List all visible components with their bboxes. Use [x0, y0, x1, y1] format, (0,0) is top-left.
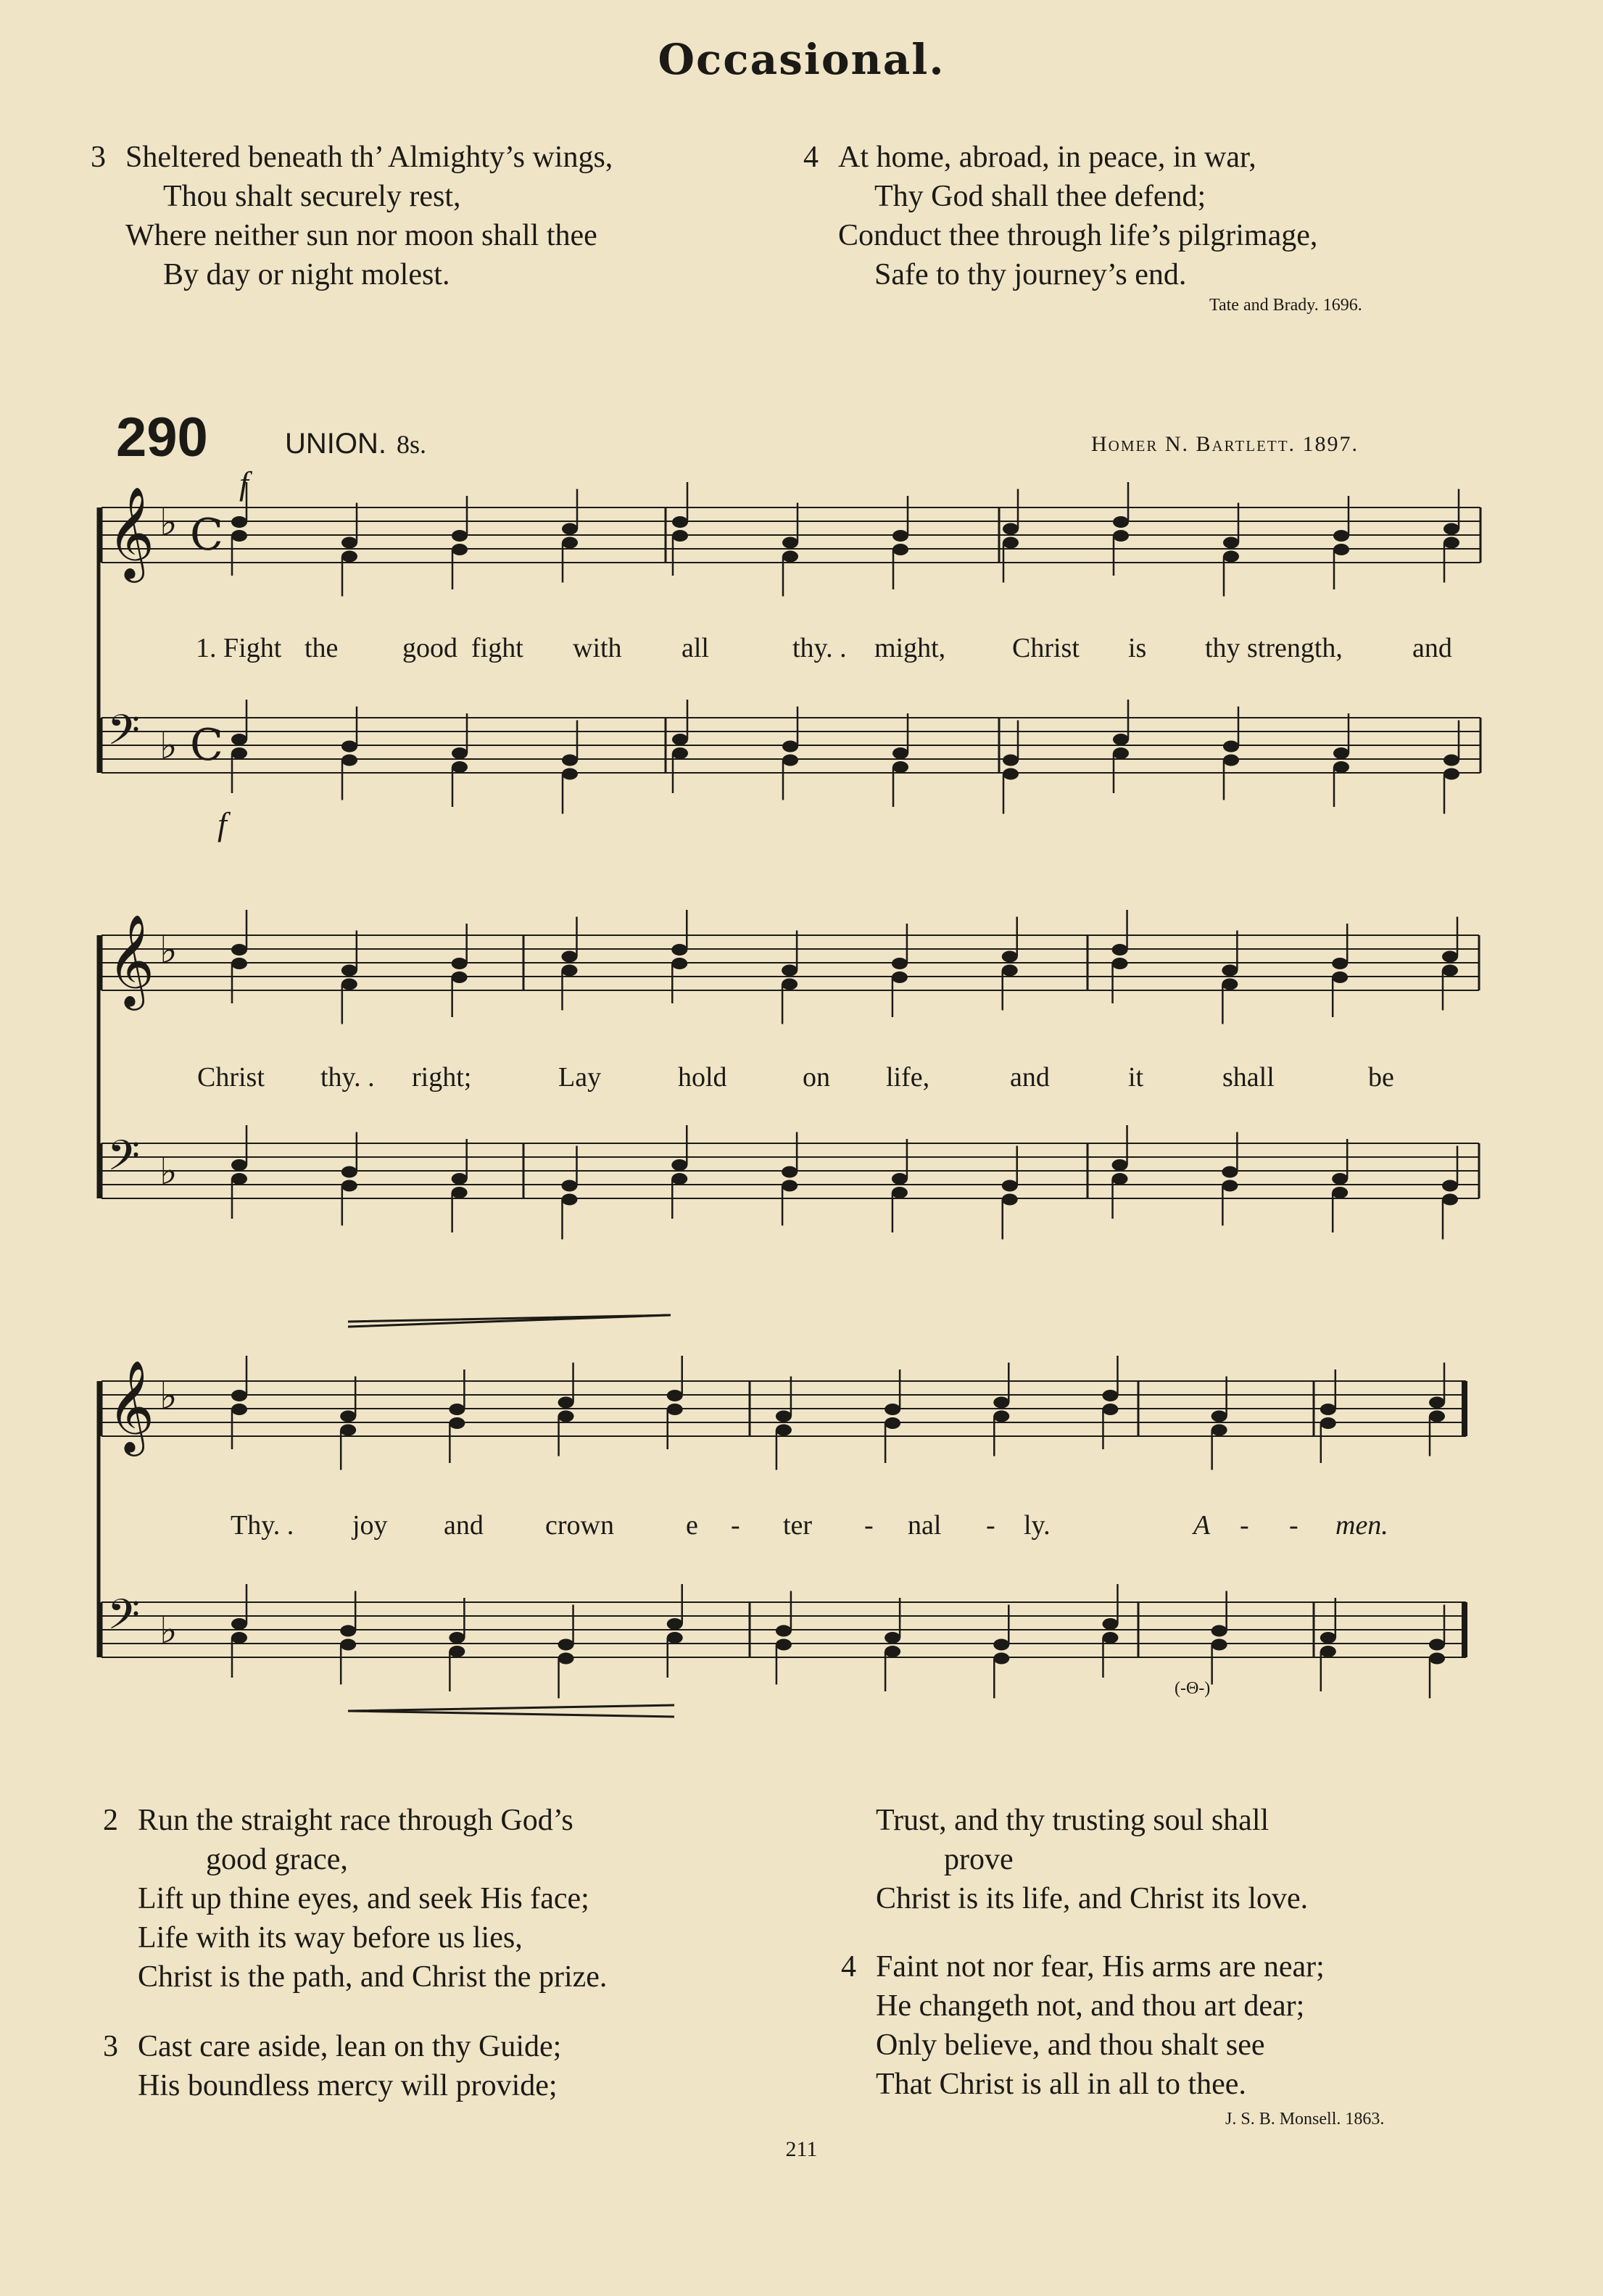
notehead — [562, 768, 578, 780]
lyric-syllable: good — [402, 633, 457, 663]
tune-meter: 8s. — [397, 430, 427, 459]
verse-number: 2 — [103, 1804, 118, 1837]
verse-3 — [103, 2027, 561, 2105]
lyric-syllable: thy. . — [320, 1062, 375, 1093]
lyric-syllable: on — [803, 1062, 830, 1093]
verse-line: Where neither sun nor moon shall thee — [125, 219, 597, 252]
notehead — [452, 1173, 468, 1185]
notehead — [671, 1159, 687, 1171]
notehead — [1442, 951, 1458, 963]
notehead — [558, 1397, 574, 1409]
notehead — [1443, 755, 1459, 766]
lyric-syllable: is — [1128, 633, 1147, 663]
notehead — [231, 944, 247, 956]
notehead — [1002, 965, 1018, 977]
notehead — [231, 1618, 247, 1630]
notehead — [231, 530, 247, 542]
notehead — [776, 1411, 792, 1422]
notehead — [452, 958, 468, 969]
verse-line: Safe to thy journey’s end. — [874, 258, 1187, 291]
notehead — [231, 1632, 247, 1644]
verse-line: Thou shalt securely rest, — [163, 180, 461, 213]
notehead — [558, 1639, 574, 1651]
final-barline — [1462, 1602, 1467, 1657]
notehead — [1443, 523, 1459, 535]
composer-credit: Homer N. Bartlett. 1897. — [1091, 432, 1359, 456]
notehead — [892, 530, 908, 542]
verse-line: Run the straight race through God’s — [138, 1804, 573, 1837]
notehead — [1223, 551, 1239, 563]
notehead — [1102, 1632, 1118, 1644]
key-flat-icon: ♭ — [160, 1375, 178, 1418]
verse-line: He changeth not, and thou art dear; — [876, 1989, 1305, 2023]
notehead — [561, 951, 577, 963]
notehead — [782, 755, 798, 766]
notehead — [1102, 1390, 1118, 1401]
notehead — [561, 965, 577, 977]
verse-2-continued — [841, 1801, 1308, 1918]
verse-line: good grace, — [206, 1843, 348, 1876]
notehead — [993, 1653, 1009, 1665]
notehead — [340, 1625, 356, 1637]
notehead — [340, 1425, 356, 1436]
lyric-syllable: and — [1412, 633, 1452, 663]
verse-number: 3 — [103, 2030, 118, 2063]
notehead — [782, 1180, 798, 1192]
notehead — [1002, 1194, 1018, 1206]
notehead — [1102, 1618, 1118, 1630]
notehead — [1211, 1625, 1227, 1637]
notehead — [671, 958, 687, 969]
notehead — [1429, 1653, 1445, 1665]
lyric-syllable: crown — [545, 1510, 614, 1541]
notehead — [341, 1166, 357, 1178]
notehead — [1211, 1411, 1227, 1422]
lyric-syllable: - — [731, 1510, 740, 1541]
lyric-syllable: right; — [412, 1062, 472, 1093]
lyric-syllable: strength, — [1247, 633, 1343, 663]
lyric-syllable: A — [1193, 1510, 1211, 1541]
verse-line: That Christ is all in all to thee. — [876, 2068, 1246, 2101]
notehead — [341, 551, 357, 563]
notehead — [341, 537, 357, 549]
notehead — [1113, 516, 1129, 528]
notehead — [452, 971, 468, 983]
lyric-syllable: - — [1289, 1510, 1298, 1541]
notehead — [672, 530, 688, 542]
dynamic-forte-bass: f — [218, 805, 227, 842]
notehead — [993, 1639, 1009, 1651]
crescendo-hairpin — [348, 1705, 674, 1717]
verse-line: His boundless mercy will provide; — [138, 2069, 558, 2102]
verse-number: 4 — [841, 1950, 856, 1984]
notehead — [558, 1653, 574, 1665]
lyric-syllable: - — [1240, 1510, 1249, 1541]
verse-line: Conduct thee through life’s pilgrimage, — [838, 219, 1318, 252]
notehead — [1332, 958, 1348, 969]
lyric-syllable: fight — [471, 633, 523, 663]
notehead — [892, 747, 908, 759]
treble-clef-icon: 𝄞 — [107, 486, 155, 579]
dynamic-forte: f — [239, 465, 249, 502]
notehead — [672, 747, 688, 759]
key-flat-icon: ♭ — [160, 1150, 178, 1193]
notehead — [1222, 1180, 1238, 1192]
notehead — [1003, 537, 1019, 549]
notehead — [1332, 1173, 1348, 1185]
notehead — [1333, 761, 1349, 773]
lyric-syllable: Lay — [558, 1062, 602, 1093]
lyric-syllable: be — [1368, 1062, 1394, 1093]
lyric-syllable: Christ — [1012, 633, 1080, 663]
verse-line: Christ is its life, and Christ its love. — [876, 1882, 1309, 1915]
verse-line: At home, abroad, in peace, in war, — [838, 141, 1256, 174]
notehead — [452, 761, 468, 773]
notehead — [671, 944, 687, 956]
notehead — [1222, 1166, 1238, 1178]
lyric-syllable: with — [573, 633, 622, 663]
notehead — [449, 1646, 465, 1657]
notehead — [562, 537, 578, 549]
notehead — [782, 965, 798, 977]
notehead — [1429, 1397, 1445, 1409]
notehead — [782, 537, 798, 549]
key-flat-icon: ♭ — [160, 501, 178, 544]
notehead — [340, 1639, 356, 1651]
notehead — [1003, 755, 1019, 766]
notehead — [231, 1173, 247, 1185]
notehead — [1211, 1425, 1227, 1436]
notehead — [452, 747, 468, 759]
notehead — [1332, 971, 1348, 983]
notehead — [885, 1646, 900, 1657]
notehead — [1442, 965, 1458, 977]
final-barline — [1462, 1381, 1467, 1436]
notehead — [885, 1632, 900, 1644]
verse-line: Trust, and thy trusting soul shall — [876, 1804, 1269, 1837]
lyric-syllable: - — [986, 1510, 995, 1541]
verse-line: Life with its way before us lies, — [138, 1921, 523, 1955]
lyric-syllable: all — [682, 633, 709, 663]
notehead — [782, 979, 798, 990]
notehead — [776, 1625, 792, 1637]
notehead — [1429, 1411, 1445, 1422]
notehead — [1320, 1404, 1336, 1415]
notehead — [1442, 1194, 1458, 1206]
notehead — [667, 1618, 683, 1630]
notehead — [892, 1173, 908, 1185]
page-header: Occasional. — [658, 35, 945, 84]
notehead — [892, 544, 908, 555]
notehead — [1112, 1159, 1128, 1171]
notehead — [1113, 734, 1129, 745]
notehead — [782, 1166, 798, 1178]
lyric-syllable: and — [444, 1510, 484, 1541]
lyric-syllable: life, — [886, 1062, 930, 1093]
notehead — [776, 1425, 792, 1436]
notehead — [782, 551, 798, 563]
notehead — [341, 979, 357, 990]
notehead — [341, 1180, 357, 1192]
notehead — [1333, 530, 1349, 542]
notehead — [1320, 1646, 1336, 1657]
notehead — [1320, 1632, 1336, 1644]
notehead — [231, 1159, 247, 1171]
notehead — [1429, 1639, 1445, 1651]
lyric-syllable: the — [305, 633, 339, 663]
notehead — [993, 1397, 1009, 1409]
key-flat-icon: ♭ — [160, 1609, 178, 1652]
notehead — [672, 734, 688, 745]
notehead — [452, 530, 468, 542]
notehead — [561, 1180, 577, 1192]
lyric-syllable: 1. Fight — [196, 633, 282, 663]
notehead — [885, 1417, 900, 1429]
notehead — [667, 1404, 683, 1415]
bass-clef-icon: 𝄢 — [107, 1131, 141, 1190]
common-time-icon: C — [190, 720, 223, 771]
notehead — [993, 1411, 1009, 1422]
notehead — [1113, 530, 1129, 542]
notehead — [776, 1639, 792, 1651]
notehead — [452, 544, 468, 555]
page-number: 211 — [785, 2137, 818, 2161]
verse-4 — [841, 1947, 1325, 2104]
verse-number: 3 — [91, 141, 106, 174]
notehead — [885, 1404, 900, 1415]
notehead — [1443, 768, 1459, 780]
notehead — [667, 1632, 683, 1644]
notehead — [341, 741, 357, 753]
notehead — [231, 1404, 247, 1415]
verse-line: Only believe, and thou shalt see — [876, 2028, 1265, 2062]
notehead — [1003, 768, 1019, 780]
lyric-syllable: ly. — [1024, 1510, 1051, 1541]
diminuendo-hairpin — [348, 1315, 671, 1327]
notehead — [1211, 1639, 1227, 1651]
verse-line: Sheltered beneath th’ Almighty’s wings, — [125, 141, 613, 174]
notehead — [1442, 1180, 1458, 1192]
notehead — [1112, 1173, 1128, 1185]
notehead — [671, 1173, 687, 1185]
lyric-syllable: might, — [874, 633, 946, 663]
notehead — [231, 516, 247, 528]
notehead — [1222, 979, 1238, 990]
notehead — [449, 1632, 465, 1644]
notehead — [892, 971, 908, 983]
tune-title: UNION. — [285, 428, 386, 460]
treble-clef-icon: 𝄞 — [107, 1359, 155, 1452]
notehead — [892, 761, 908, 773]
notehead — [892, 958, 908, 969]
notehead — [449, 1417, 465, 1429]
notehead — [1333, 544, 1349, 555]
attribution-bottom: J. S. B. Monsell. 1863. — [1225, 2110, 1385, 2129]
bass-clef-icon: 𝄢 — [107, 1590, 141, 1649]
lyric-syllable: hold — [678, 1062, 727, 1093]
notehead — [1223, 741, 1239, 753]
notehead — [1113, 747, 1129, 759]
lyric-syllable: and — [1010, 1062, 1050, 1093]
notehead — [1223, 537, 1239, 549]
bass-note-label: (-Θ-) — [1175, 1679, 1211, 1698]
notehead — [1102, 1404, 1118, 1415]
notehead — [1002, 951, 1018, 963]
notehead — [231, 734, 247, 745]
notehead — [1112, 944, 1128, 956]
treble-clef-icon: 𝄞 — [107, 913, 155, 1006]
notehead — [562, 523, 578, 535]
lyric-syllable: joy — [352, 1510, 388, 1541]
verse-line: By day or night molest. — [163, 258, 450, 291]
notehead — [1320, 1417, 1336, 1429]
lyric-syllable: Thy. . — [231, 1510, 294, 1541]
notehead — [1223, 755, 1239, 766]
bass-clef-icon: 𝄢 — [107, 705, 141, 765]
lyric-syllable: it — [1128, 1062, 1144, 1093]
lyrics-system-1 — [0, 632, 1603, 668]
notehead — [892, 1187, 908, 1198]
notehead — [1332, 1187, 1348, 1198]
attribution-top: Tate and Brady. 1696. — [1209, 296, 1362, 315]
notehead — [1443, 537, 1459, 549]
lyric-syllable: men. — [1335, 1510, 1388, 1541]
notehead — [1003, 523, 1019, 535]
lyric-syllable: Christ — [197, 1062, 265, 1093]
notehead — [231, 1390, 247, 1401]
notehead — [452, 1187, 468, 1198]
common-time-icon: C — [190, 510, 223, 560]
notehead — [231, 747, 247, 759]
notehead — [340, 1411, 356, 1422]
notehead — [562, 755, 578, 766]
verse-line: Faint not nor fear, His arms are near; — [876, 1950, 1325, 1984]
verse-line: Lift up thine eyes, and seek His face; — [138, 1882, 589, 1915]
verse-line: Christ is the path, and Christ the prize. — [138, 1960, 608, 1994]
notehead — [558, 1411, 574, 1422]
verse-2 — [103, 1801, 607, 1997]
verse-number: 4 — [803, 141, 819, 174]
lyric-syllable: thy. . — [792, 633, 847, 663]
notehead — [341, 965, 357, 977]
notehead — [1222, 965, 1238, 977]
verse-line: prove — [944, 1843, 1014, 1876]
notehead — [1333, 747, 1349, 759]
lyrics-system-2 — [0, 1061, 1603, 1098]
lyric-syllable: ter — [783, 1510, 813, 1541]
verse-line: Thy God shall thee defend; — [874, 180, 1206, 213]
notehead — [561, 1194, 577, 1206]
key-flat-icon: ♭ — [160, 929, 178, 972]
notehead — [449, 1404, 465, 1415]
hymn-number: 290 — [116, 407, 208, 468]
notehead — [667, 1390, 683, 1401]
lyric-syllable: e — [686, 1510, 698, 1541]
lyric-syllable: shall — [1222, 1062, 1275, 1093]
notehead — [782, 741, 798, 753]
lyric-syllable: nal — [908, 1510, 942, 1541]
notehead — [231, 958, 247, 969]
key-flat-icon: ♭ — [160, 724, 178, 768]
lyric-syllable: - — [864, 1510, 874, 1541]
verse-line: Cast care aside, lean on thy Guide; — [138, 2030, 562, 2063]
notehead — [1002, 1180, 1018, 1192]
notehead — [672, 516, 688, 528]
notehead — [1112, 958, 1128, 969]
lyric-syllable: thy — [1205, 633, 1240, 663]
lyrics-system-3 — [0, 1509, 1603, 1546]
notehead — [341, 755, 357, 766]
